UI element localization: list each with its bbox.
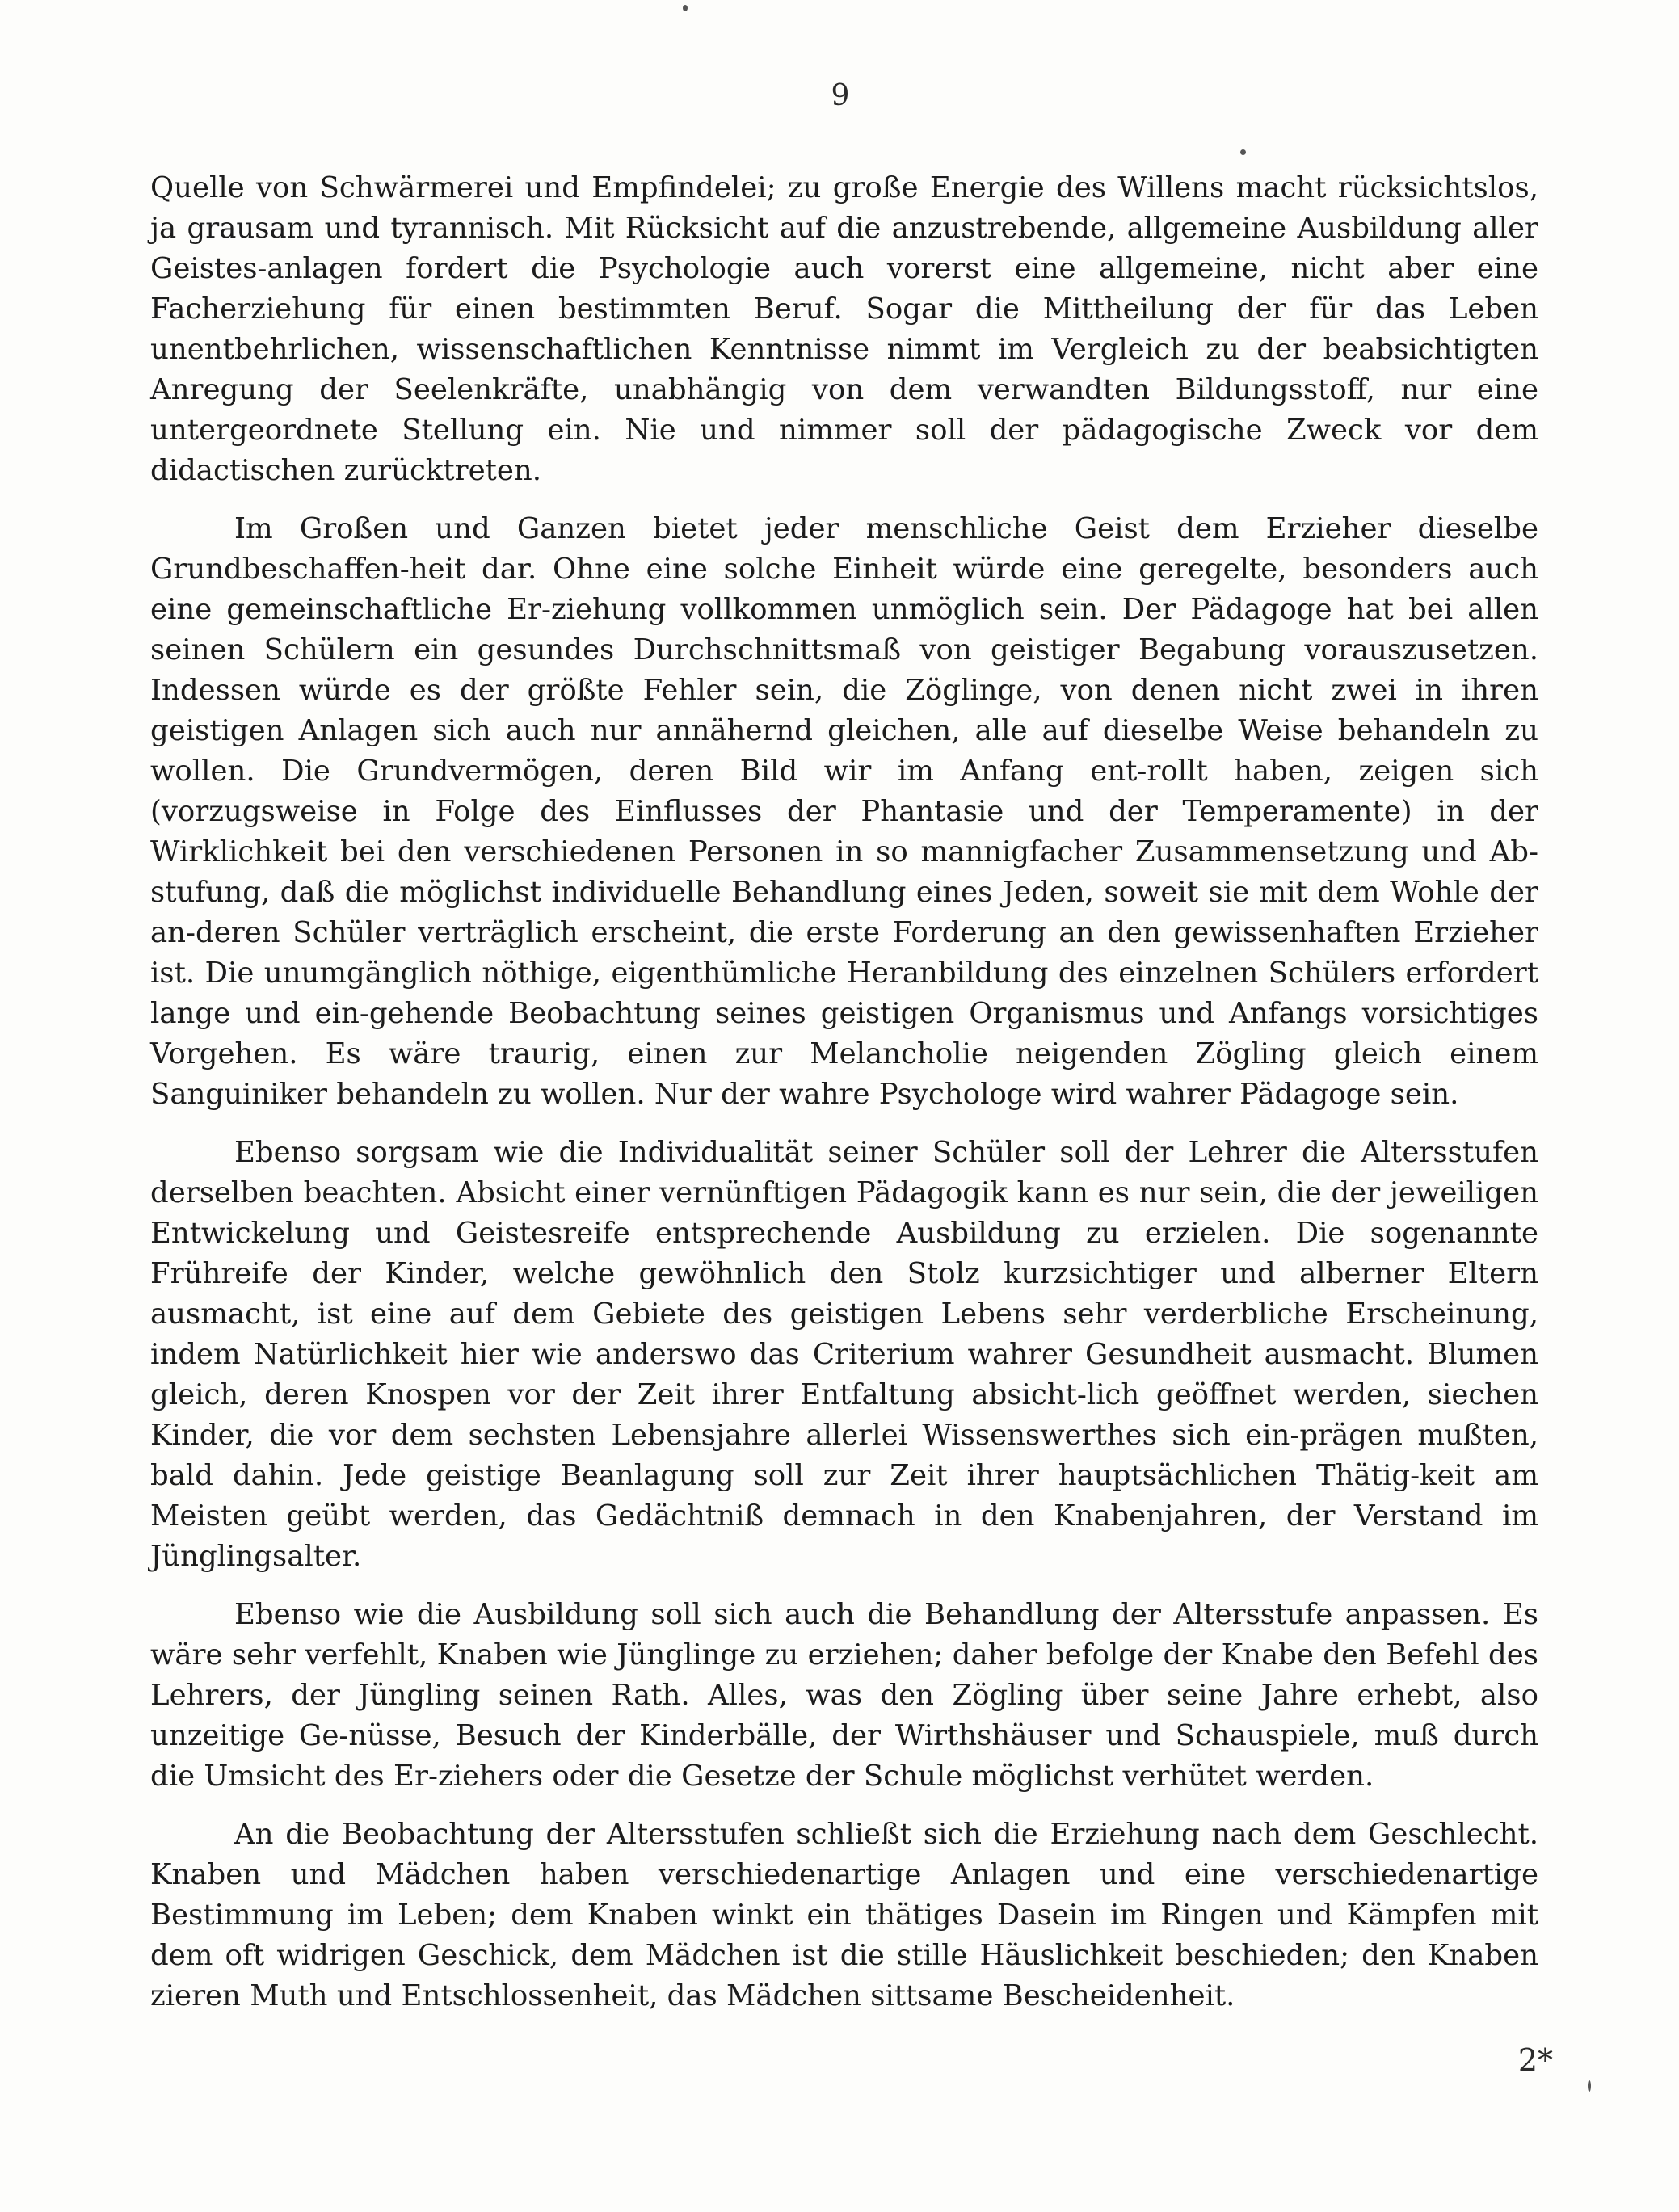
page-number: 9 — [831, 79, 850, 112]
body-text — [150, 168, 1538, 2034]
ink-speck — [683, 5, 688, 11]
paragraph: Im Großen und Ganzen bietet jeder menschliche Geist dem Erzieher dieselbe Grundbeschaffen-heit dar. Ohne eine solche Einheit würde eine geregelte, besonders auch eine gemeinschaftliche Er-ziehung vollkommen unmöglich sein. Der Pädagoge hat bei allen seinen Schülern ein gesundes Durchschnittsmaß von geistiger Begabung vorauszusetzen. Indessen würde es der größte Fehler sein, die Zöglinge, von denen nicht zwei in ihren geistigen Anlagen sich auch nur annähernd gleichen, alle auf dieselbe Weise behandeln zu wollen. Die Grundvermögen, deren Bild wir im Anfang ent-rollt haben, zeigen sich (vorzugsweise in Folge des Einflusses der Phantasie und der Temperamente) in der Wirklichkeit bei den verschiedenen Personen in so mannigfacher Zusammensetzung und Ab-stufung, daß die möglichst individuelle Behandlung eines Jeden, soweit sie mit dem Wohle der an-deren Schüler verträglich erscheint, die erste Forderung an den gewissenhaften Erzieher ist. Die unumgänglich nöthige, eigenthümliche Heranbildung des einzelnen Schülers erfordert lange und ein-gehende Beobachtung seines geistigen Organismus und Anfangs vorsichtiges Vorgehen. Es wäre traurig, einen zur Melancholie neigenden Zögling gleich einem Sanguiniker behandeln zu wollen. Nur der wahre Psychologe wird wahrer Pädagoge sein. — [150, 512, 1538, 1111]
ink-speck — [1240, 149, 1246, 155]
paragraph: Ebenso sorgsam wie die Individualität seiner Schüler soll der Lehrer die Altersstufen derselben beachten. Absicht einer vernünftigen Pädagogik kann es nur sein, die der jeweiligen Entwickelung und Geistesreife entsprechende Ausbildung zu erzielen. Die sogenannte Frühreife der Kinder, welche gewöhnlich den Stolz kurzsichtiger und alberner Eltern ausmacht, ist eine auf dem Gebiete des geistigen Lebens sehr verderbliche Erscheinung, indem Natürlichkeit hier wie anderswo das Criterium wahrer Gesundheit ausmacht. Blumen gleich, deren Knospen vor der Zeit ihrer Entfaltung absicht-lich geöffnet werden, siechen Kinder, die vor dem sechsten Lebensjahre allerlei Wissenswerthes sich ein-prägen mußten, bald dahin. Jede geistige Beanlagung soll zur Zeit ihrer hauptsächlichen Thätig-keit am Meisten geübt werden, das Gedächtniß demnach in den Knabenjahren, der Verstand im Jünglingsalter. — [150, 1136, 1538, 1573]
signature-mark: 2* — [1517, 2042, 1553, 2078]
paragraph: Ebenso wie die Ausbildung soll sich auch die Behandlung der Altersstufe anpassen. Es wäre sehr verfehlt, Knaben wie Jünglinge zu erziehen; daher befolge der Knabe den Befehl des Lehrers, der Jüngling seinen Rath. Alles, was den Zögling über seine Jahre erhebt, also unzeitige Ge-nüsse, Besuch der Kinderbälle, der Wirthshäuser und Schauspiele, muß durch die Umsicht des Er-ziehers oder die Gesetze der Schule möglichst verhütet werden. — [150, 1598, 1538, 1793]
ink-speck — [1588, 2080, 1591, 2092]
paragraph: An die Beobachtung der Altersstufen schließt sich die Erziehung nach dem Geschlecht. Knaben und Mädchen haben verschiedenartige Anlagen und eine verschiedenartige Bestimmung im Leben; dem Knaben winkt ein thätiges Dasein im Ringen und Kämpfen mit dem oft widrigen Geschick, dem Mädchen ist die stille Häuslichkeit beschieden; den Knaben zieren Muth und Entschlossenheit, das Mädchen sittsame Bescheidenheit. — [150, 1818, 1538, 2012]
paragraph: Quelle von Schwärmerei und Empfindelei; zu große Energie des Willens macht rücksichtslos, ja grausam und tyrannisch. Mit Rücksicht auf die anzustrebende, allgemeine Ausbildung aller Geistes-anlagen fordert die Psychologie auch vorerst eine allgemeine, nicht aber eine Facherziehung für einen bestimmten Beruf. Sogar die Mittheilung der für das Leben unentbehrlichen, wissenschaftlichen Kenntnisse nimmt im Vergleich zu der beabsichtigten Anregung der Seelenkräfte, unabhängig von dem verwandten Bildungsstoff, nur eine untergeordnete Stellung ein. Nie und nimmer soll der pädagogische Zweck vor dem didactischen zurücktreten. — [150, 171, 1538, 487]
